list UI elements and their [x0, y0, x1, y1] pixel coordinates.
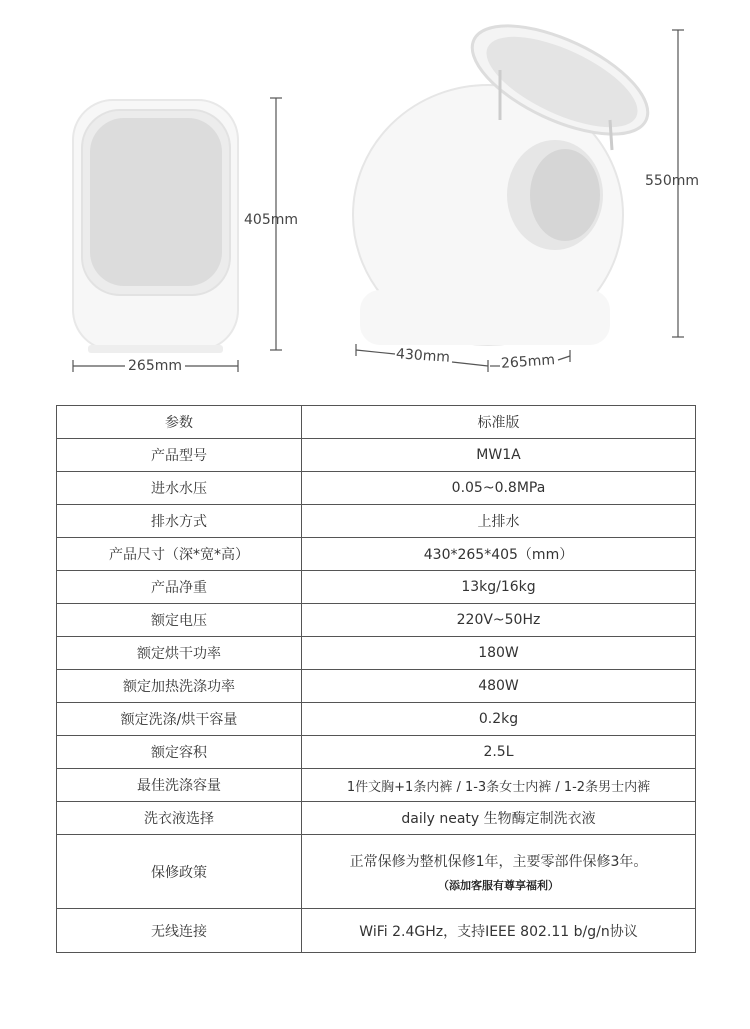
- table-row: [57, 769, 696, 802]
- row-value: 13kg/16kg: [302, 571, 696, 604]
- side-width-label: 265mm: [500, 352, 556, 372]
- side-height-label: 550mm: [645, 173, 699, 189]
- spec-table: [56, 405, 696, 953]
- side-view-machine: [353, 4, 663, 345]
- row-label: 最佳洗涤容量: [57, 769, 302, 802]
- table-row: [57, 604, 696, 637]
- row-value: WiFi 2.4GHz，支持IEEE 802.11 b/g/n协议: [302, 909, 696, 953]
- side-depth-label: 430mm: [395, 346, 451, 366]
- table-row: [57, 637, 696, 670]
- row-value-cell: [302, 835, 696, 909]
- row-label: 产品净重: [57, 571, 302, 604]
- row-value: 上排水: [302, 505, 696, 538]
- row-label: 额定洗涤/烘干容量: [57, 703, 302, 736]
- row-label: 额定容积: [57, 736, 302, 769]
- table-row: [57, 736, 696, 769]
- row-label: 无线连接: [57, 909, 302, 953]
- row-label: 额定电压: [57, 604, 302, 637]
- table-row: [57, 439, 696, 472]
- row-label: 保修政策: [57, 835, 302, 909]
- front-view-machine: [73, 100, 238, 353]
- row-value: 正常保修为整机保修1年，主要零部件保修3年。: [349, 853, 648, 870]
- row-label: 额定烘干功率: [57, 637, 302, 670]
- header-version: 标准版: [302, 406, 696, 439]
- row-label: 产品尺寸（深*宽*高）: [57, 538, 302, 571]
- row-value: 0.05~0.8MPa: [302, 472, 696, 505]
- row-label: 洗衣液选择: [57, 802, 302, 835]
- table-row: [57, 909, 696, 953]
- row-value: 180W: [302, 637, 696, 670]
- row-label: 产品型号: [57, 439, 302, 472]
- row-value: 220V~50Hz: [302, 604, 696, 637]
- row-value: 480W: [302, 670, 696, 703]
- row-value: MW1A: [302, 439, 696, 472]
- table-row: [57, 802, 696, 835]
- row-value: 0.2kg: [302, 703, 696, 736]
- table-row: [57, 538, 696, 571]
- front-height-label: 405mm: [244, 212, 298, 228]
- row-label: 进水水压: [57, 472, 302, 505]
- product-dimension-illustration: [0, 0, 750, 400]
- table-row: [57, 670, 696, 703]
- row-note: （添加客服有尊享福利）: [438, 878, 559, 892]
- row-value: daily neaty 生物酶定制洗衣液: [302, 802, 696, 835]
- table-row: [57, 703, 696, 736]
- row-value: 2.5L: [302, 736, 696, 769]
- row-value: 430*265*405（mm）: [302, 538, 696, 571]
- table-row: [57, 472, 696, 505]
- row-label: 排水方式: [57, 505, 302, 538]
- table-row: [57, 571, 696, 604]
- table-row: [57, 505, 696, 538]
- table-header-row: [57, 406, 696, 439]
- row-label: 额定加热洗涤功率: [57, 670, 302, 703]
- row-value: 1件文胸+1条内裤 / 1-3条女士内裤 / 1-2条男士内裤: [302, 769, 696, 802]
- header-param: 参数: [57, 406, 302, 439]
- table-row: [57, 835, 696, 909]
- front-width-label: 265mm: [128, 358, 182, 374]
